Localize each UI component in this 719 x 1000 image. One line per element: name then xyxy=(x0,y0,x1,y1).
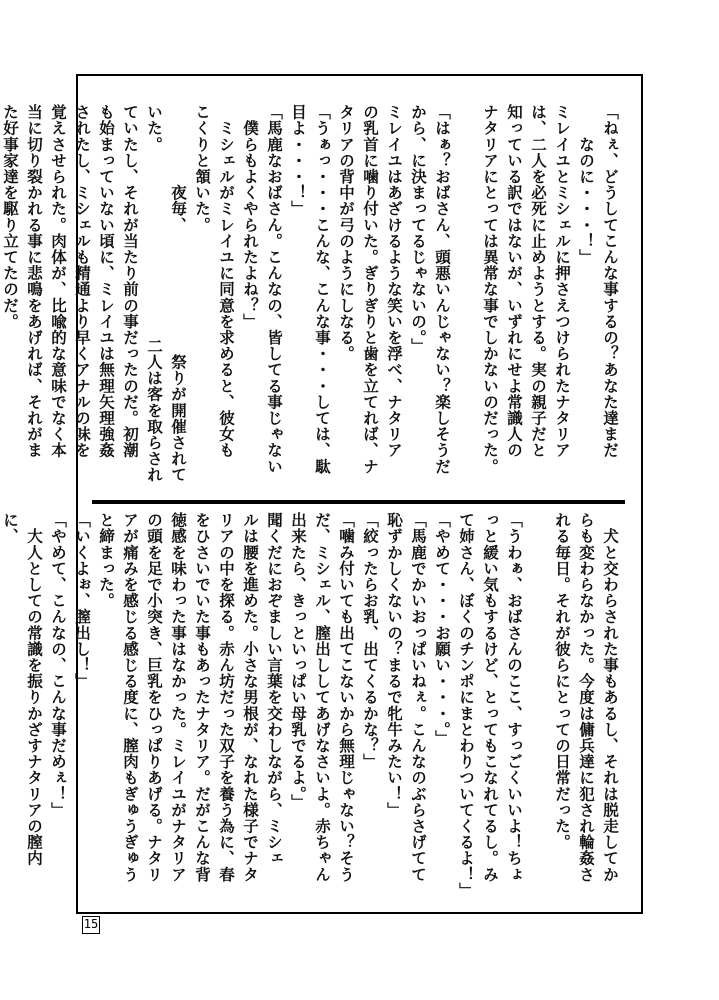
text-line: だ、ミシェル、膣出ししてあげなさいよ。赤ちゃん xyxy=(313,512,331,883)
text-line: ていたし、それが当たり前の事だったのだ。初潮 xyxy=(121,104,139,459)
text-line: アが痛みを感じる感じる度に、膣肉もぎゅうぎゅう xyxy=(121,512,139,883)
text-line: の頭を足で小突き、巨乳をひっぱりあげる。ナタリ xyxy=(145,512,163,883)
text-line: 「うぁっ・・・こんな、こんな事・・・しては、駄 xyxy=(313,104,331,475)
text-line: 恥ずかしくないの？まるで牝牛みたい！」 xyxy=(385,512,403,818)
text-line: ミレイユとミシェルに押さえつけられたナタリア xyxy=(553,104,571,459)
text-line: 聞くだにおぞましい言葉を交わしながら、ミシェ xyxy=(265,512,283,867)
text-line: 当に切り裂かれる事に悲鳴をあげれば、それがま xyxy=(25,104,43,459)
text-line: の乳首に噛り付いた。ぎりぎりと歯を立てれば、ナ xyxy=(361,104,379,475)
text-line: 「いくよぉ、膣出し！」 xyxy=(73,512,91,690)
text-line: 徳感を味わった事はなかった。ミレイユがナタリア xyxy=(169,512,187,883)
text-line: から、に決まってるじゃないの。」 xyxy=(409,104,427,354)
text-line: ルは腰を進めた。小さな男根が、なれた様子でナタ xyxy=(241,512,259,883)
page-number: 15 xyxy=(82,916,100,934)
text-line: 出来たら、きっといっぱい母乳でるよ。」 xyxy=(289,512,307,811)
text-line: 「やめて・・・お願い・・・。」 xyxy=(433,512,451,746)
text-line: 「やめて、こんなの、こんな事だめぇ！」 xyxy=(49,512,67,818)
text-line: 「馬鹿でかいおっぱいねぇ。こんなのぶらさげてて xyxy=(409,512,427,883)
text-line: 犬と交わらされた事もあるし、それは脱走してか xyxy=(601,512,619,883)
text-line: と締まった。 xyxy=(97,512,115,609)
text-line: 目よ・・・！」 xyxy=(289,104,307,217)
text-line: れる毎日。それが彼らにとっての日常だった。 xyxy=(553,512,571,851)
text-line: ナタリアにとっては異常な事でしかないのだった。 xyxy=(481,104,499,475)
text-line: 「うわぁ、おばさんのここ、すっごくいいよ！ちょ xyxy=(505,512,523,883)
text-line: 覚えさせられた。肉体が、比喩的な意味でなく本 xyxy=(49,104,67,459)
text-line: も始まっていない頃に、ミレイユは無理矢理強姦 xyxy=(97,104,115,459)
text-line: 「噛み付いても出てこないから無理じゃない？そう xyxy=(337,512,355,883)
text-section-upper xyxy=(1,104,622,494)
text-line: なのに・・・！」 xyxy=(577,104,595,265)
text-line: 「絞ったらお乳、出てくるかな？」 xyxy=(361,512,379,770)
text-line: こくりと頷いた。 xyxy=(193,104,211,233)
text-line: は、二人を必死に止めようとする。実の親子だと xyxy=(529,104,547,459)
text-line: リアの中を探る。赤ん坊だった双子を養う為に、春 xyxy=(217,512,235,883)
text-line: 知っている訳ではないが、いずれにせよ常識人の xyxy=(505,104,523,459)
text-line: いた。 二人は客を取らされ xyxy=(145,104,163,483)
text-line: 僕らもよくやられたよね？」 xyxy=(241,104,259,330)
text-line: て姉さん、ぼくのチンポにまとわりついてくるよ！」 xyxy=(457,512,475,899)
text-line: た好事家達を駆り立てたのだ。 xyxy=(1,104,19,330)
text-line: をひさいでいた事もあったナタリア。だがこんな背 xyxy=(193,512,211,883)
text-line: っと緩い気もするけど、とってもこなれてるし。み xyxy=(481,512,499,883)
text-line: 夜毎、 祭りが開催されて xyxy=(169,104,187,483)
text-line: タリアの背中が弓のようにしなる。 xyxy=(337,104,355,362)
text-line xyxy=(454,104,478,494)
text-line: 「ねぇ、どうしてこんな事するの？あなた達まだ xyxy=(601,104,619,459)
section-divider xyxy=(92,500,625,504)
text-line: らも変わらなかった。今度は傭兵達に犯され輪姦さ xyxy=(577,512,595,883)
text-line: 「馬鹿なおばさん。こんなの、皆してる事じゃない xyxy=(265,104,283,475)
text-line: 大人としての常識を振りかざすナタリアの膣内に、 xyxy=(1,512,43,867)
text-line: ミレイユはあざけるような笑いを浮べ、ナタリア xyxy=(385,104,403,459)
text-line: されたし、ミシェルも精通より早くアナルの味を xyxy=(73,104,91,459)
text-line xyxy=(526,512,550,896)
text-line: 「はぁ？おばさん、頭悪いんじゃない？楽しそうだ xyxy=(433,104,451,475)
text-line: ミシェルがミレイユに同意を求めると、彼女も xyxy=(217,104,235,459)
text-section-lower xyxy=(1,512,622,899)
